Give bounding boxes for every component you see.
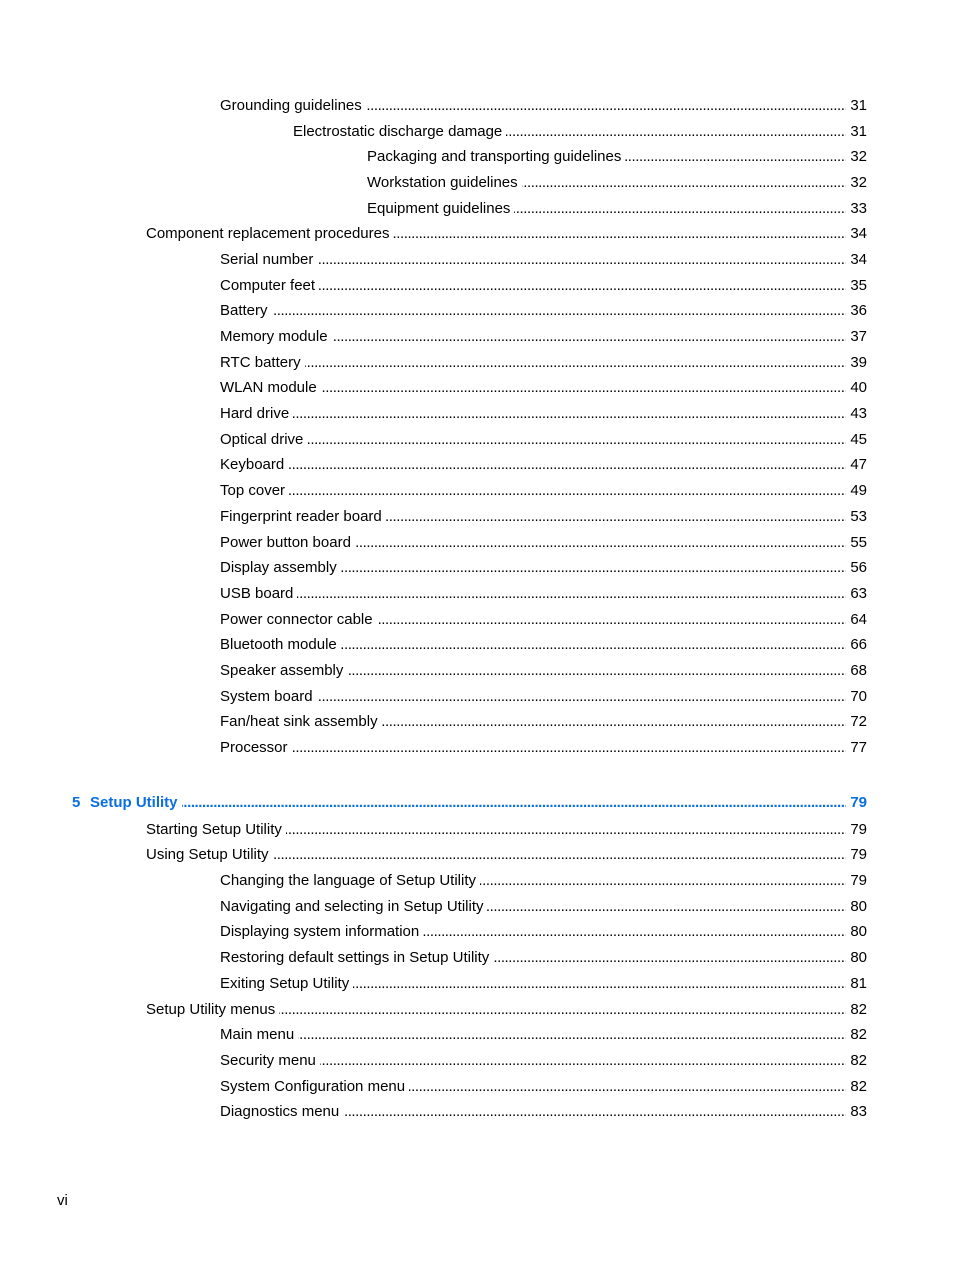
toc-page-number: 53 [850, 507, 867, 525]
toc-entry[interactable] [0, 299, 954, 325]
toc-entry-label: Using Setup Utility [146, 846, 269, 864]
dot-leader [409, 1078, 846, 1096]
toc-page-number: 34 [850, 250, 867, 268]
dot-leader [382, 713, 847, 731]
toc-page-number: 80 [850, 949, 867, 967]
toc-entry[interactable] [0, 868, 954, 894]
toc-entry[interactable] [0, 478, 954, 504]
toc-page-number: 80 [850, 897, 867, 915]
toc-entry[interactable] [0, 273, 954, 299]
toc-entry-label: Battery [220, 302, 268, 320]
toc-entry-label: Display assembly [220, 559, 337, 577]
toc-page-number: 33 [850, 199, 867, 217]
toc-entry[interactable] [0, 817, 954, 843]
toc-page-number: 68 [850, 661, 867, 679]
dot-leader [288, 456, 846, 474]
toc-entry[interactable] [0, 1099, 954, 1125]
toc-entry-label: Keyboard [220, 456, 285, 474]
toc-entry-label: Optical drive [220, 430, 304, 448]
toc-entry[interactable] [0, 945, 954, 971]
toc-entry-label: Packaging and transporting guidelines [367, 148, 622, 166]
toc-entry-label: Component replacement procedures [146, 225, 390, 243]
toc-page-number: 82 [850, 1026, 867, 1044]
toc-page-number: 32 [850, 148, 867, 166]
toc-page-number: 40 [850, 379, 867, 397]
toc-entry[interactable] [0, 684, 954, 710]
chapter-title: Setup Utility [90, 793, 178, 811]
toc-entry[interactable] [0, 324, 954, 350]
toc-entry[interactable] [0, 607, 954, 633]
toc-entry-label: Processor [220, 739, 288, 757]
toc-entry[interactable] [0, 894, 954, 920]
toc-entry-label: Bluetooth module [220, 636, 337, 654]
page-number: vi [57, 1192, 68, 1209]
toc-entry-label: Displaying system information [220, 923, 420, 941]
toc-entry-label: Restoring default settings in Setup Utility [220, 949, 490, 967]
dot-leader [393, 225, 846, 243]
dot-leader [289, 482, 846, 500]
table-of-contents [0, 93, 954, 1125]
toc-page-number: 82 [850, 1051, 867, 1069]
toc-entry[interactable] [0, 735, 954, 761]
dot-leader [286, 821, 846, 839]
toc-entry-label: Speaker assembly [220, 661, 344, 679]
toc-entry-label: Navigating and selecting in Setup Utility [220, 897, 484, 915]
dot-leader [343, 1103, 846, 1121]
toc-entry-label: Top cover [220, 482, 286, 500]
toc-entry-label: Diagnostics menu [220, 1103, 340, 1121]
toc-entry[interactable] [0, 581, 954, 607]
toc-entry-label: RTC battery [220, 353, 301, 371]
toc-entry-label: Power button board [220, 533, 351, 551]
toc-entry[interactable] [0, 221, 954, 247]
toc-page-number: 45 [850, 430, 867, 448]
toc-entry-label: Electrostatic discharge damage [293, 122, 503, 140]
toc-page-number: 79 [850, 820, 867, 838]
dot-leader [341, 559, 847, 577]
toc-entry-label: Setup Utility menus [146, 1000, 276, 1018]
dot-leader [625, 148, 846, 166]
toc-page-number: 31 [850, 96, 867, 114]
toc-page-number: 35 [850, 276, 867, 294]
toc-page-number: 55 [850, 533, 867, 551]
toc-entry[interactable] [0, 119, 954, 145]
toc-page-number: 37 [850, 328, 867, 346]
dot-leader [317, 251, 846, 269]
toc-entry[interactable] [0, 555, 954, 581]
dot-leader [366, 97, 847, 115]
toc-entry[interactable] [0, 504, 954, 530]
toc-entry-label: System Configuration menu [220, 1077, 406, 1095]
dot-leader [487, 898, 846, 916]
toc-page-number: 56 [850, 559, 867, 577]
toc-entry[interactable] [0, 658, 954, 684]
toc-entry[interactable] [0, 427, 954, 453]
toc-entry[interactable] [0, 144, 954, 170]
toc-page-number: 83 [850, 1103, 867, 1121]
dot-leader [279, 1001, 846, 1019]
dot-leader [514, 200, 846, 218]
toc-chapter-entry[interactable] [0, 789, 954, 817]
toc-entry-label: Serial number [220, 250, 314, 268]
toc-page-number: 64 [850, 610, 867, 628]
toc-page-number: 66 [850, 636, 867, 654]
toc-page-number: 70 [850, 687, 867, 705]
toc-entry[interactable] [0, 530, 954, 556]
toc-page-number: 82 [850, 1000, 867, 1018]
toc-entry-label: Changing the language of Setup Utility [220, 872, 477, 890]
toc-page-number: 34 [850, 225, 867, 243]
toc-entry[interactable] [0, 170, 954, 196]
toc-entry-label: WLAN module [220, 379, 317, 397]
dot-leader [506, 123, 846, 141]
toc-entry[interactable] [0, 196, 954, 222]
dot-leader [298, 1026, 846, 1044]
toc-page-number: 31 [850, 122, 867, 140]
dot-leader [347, 662, 846, 680]
toc-page-number: 79 [850, 846, 867, 864]
dot-leader [353, 975, 846, 993]
toc-entry[interactable] [0, 93, 954, 119]
toc-entry-label [72, 794, 182, 812]
toc-page-number: 82 [850, 1077, 867, 1095]
toc-entry-label: Main menu [220, 1026, 295, 1044]
dot-leader [182, 794, 847, 812]
dot-leader [341, 636, 847, 654]
toc-page-number: 79 [850, 793, 867, 811]
toc-entry-label: System board [220, 687, 313, 705]
dot-leader [493, 949, 846, 967]
toc-entry-label: Equipment guidelines [367, 199, 511, 217]
dot-leader [377, 611, 847, 629]
toc-entry[interactable] [0, 350, 954, 376]
toc-entry[interactable] [0, 453, 954, 479]
toc-entry[interactable] [0, 247, 954, 273]
toc-page-number: 32 [850, 173, 867, 191]
toc-entry-label: Fan/heat sink assembly [220, 713, 378, 731]
dot-leader [292, 739, 847, 757]
toc-page-number: 36 [850, 302, 867, 320]
toc-entry[interactable] [0, 843, 954, 869]
toc-entry[interactable] [0, 1048, 954, 1074]
toc-entry[interactable] [0, 710, 954, 736]
toc-entry-label: Starting Setup Utility [146, 820, 282, 838]
toc-entry-label: USB board [220, 584, 294, 602]
toc-entry[interactable] [0, 997, 954, 1023]
toc-page-number: 47 [850, 456, 867, 474]
toc-entry[interactable] [0, 401, 954, 427]
toc-entry-label: Power connector cable [220, 610, 373, 628]
toc-entry-label: Workstation guidelines [367, 173, 518, 191]
toc-entry-label: Grounding guidelines [220, 96, 362, 114]
dot-leader [386, 508, 847, 526]
toc-entry[interactable] [0, 920, 954, 946]
toc-entry-label: Memory module [220, 328, 328, 346]
dot-leader [332, 328, 847, 346]
toc-entry[interactable] [0, 1022, 954, 1048]
toc-page-number: 80 [850, 923, 867, 941]
toc-page-number: 43 [850, 405, 867, 423]
toc-entry[interactable] [0, 971, 954, 997]
toc-entry[interactable] [0, 376, 954, 402]
dot-leader [480, 872, 846, 890]
dot-leader [319, 277, 846, 295]
dot-leader [317, 688, 847, 706]
toc-entry[interactable] [0, 1074, 954, 1100]
toc-entry-label: Security menu [220, 1051, 316, 1069]
toc-entry-label: Exiting Setup Utility [220, 974, 350, 992]
toc-page-number: 72 [850, 713, 867, 731]
toc-entry-label: Fingerprint reader board [220, 507, 382, 525]
dot-leader [355, 534, 846, 552]
toc-page-number: 77 [850, 739, 867, 757]
dot-leader [423, 923, 846, 941]
dot-leader [305, 354, 847, 372]
toc-page-number: 39 [850, 353, 867, 371]
dot-leader [307, 431, 846, 449]
toc-page-number: 63 [850, 584, 867, 602]
dot-leader [273, 846, 847, 864]
toc-page-number: 49 [850, 482, 867, 500]
toc-entry[interactable] [0, 632, 954, 658]
toc-page-number: 81 [850, 974, 867, 992]
chapter-number: 5 [72, 793, 81, 811]
dot-leader [293, 405, 846, 423]
toc-entry-label: Hard drive [220, 405, 290, 423]
dot-leader [320, 1052, 846, 1070]
toc-page-number: 79 [850, 872, 867, 890]
dot-leader [522, 174, 847, 192]
dot-leader [321, 379, 847, 397]
dot-leader [297, 585, 846, 603]
toc-entry-label: Computer feet [220, 276, 316, 294]
dot-leader [272, 302, 847, 320]
